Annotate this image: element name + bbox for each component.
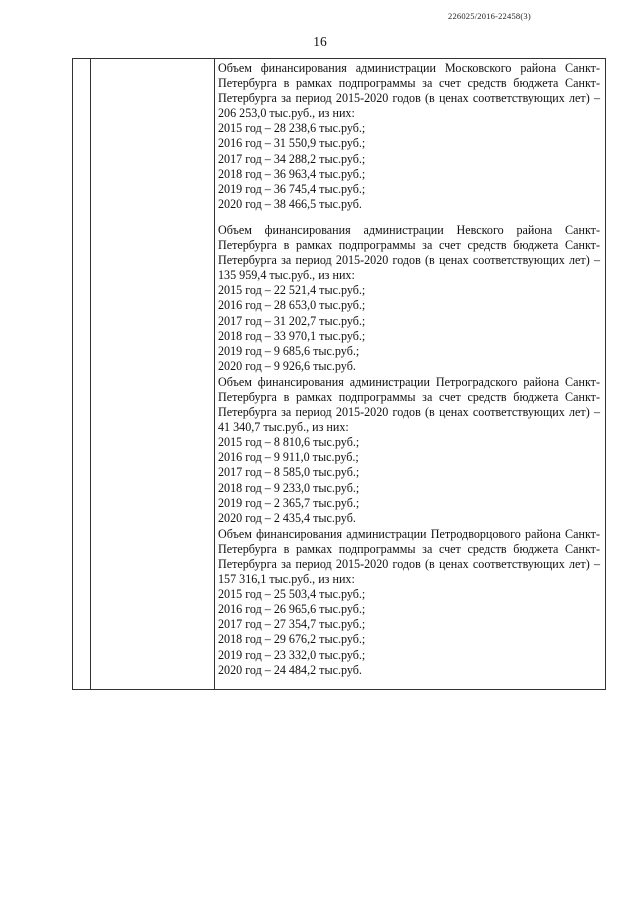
year-line: 2020 год – 2 435,4 тыс.руб. (218, 510, 356, 525)
year-line: 2016 год – 28 653,0 тыс.руб.; (218, 298, 366, 313)
year-line: 2018 год – 9 233,0 тыс.руб.; (218, 480, 360, 495)
funding-block-petrodvortsovy (218, 527, 600, 678)
year-line: 2015 год – 28 238,6 тыс.руб.; (218, 121, 366, 136)
funding-intro: Объем финансирования администрации Невского района Санкт-Петербурга в рамках подпрограммы за счет средств бюджета Санкт-Петербурга за период 2015-2020 годов (в ценах соответствующих лет) – 135 959,4 тыс.руб., из них: (218, 222, 600, 283)
year-line: 2016 год – 26 965,6 тыс.руб.; (218, 602, 366, 617)
year-line: 2017 год – 34 288,2 тыс.руб.; (218, 151, 366, 166)
table-cell-content (218, 61, 600, 678)
year-line: 2019 год – 23 332,0 тыс.руб.; (218, 647, 366, 662)
year-line: 2018 год – 29 676,2 тыс.руб.; (218, 632, 366, 647)
year-line: 2019 год – 36 745,4 тыс.руб.; (218, 181, 366, 196)
year-line: 2016 год – 31 550,9 тыс.руб.; (218, 136, 366, 151)
year-line: 2015 год – 25 503,4 тыс.руб.; (218, 587, 366, 602)
year-line: 2018 год – 33 970,1 тыс.руб.; (218, 328, 366, 343)
year-line: 2015 год – 22 521,4 тыс.руб.; (218, 283, 366, 298)
table-column-divider (90, 59, 91, 689)
block-spacer (218, 212, 600, 223)
year-line: 2020 год – 9 926,6 тыс.руб. (218, 358, 356, 373)
year-line: 2017 год – 27 354,7 тыс.руб.; (218, 617, 366, 632)
funding-intro: Объем финансирования администрации Петродворцового района Санкт-Петербурга в рамках подпрограммы за счет средств бюджета Санкт-Петербурга за период 2015-2020 годов (в ценах соответствующих лет) – 157 316,1 тыс.руб., из них: (218, 526, 600, 587)
page-number: 16 (313, 34, 327, 49)
document-number: 226025/2016-22458(3) (448, 11, 531, 21)
year-line: 2020 год – 38 466,5 тыс.руб. (218, 196, 362, 211)
year-line: 2020 год – 24 484,2 тыс.руб. (218, 662, 362, 677)
year-line: 2016 год – 9 911,0 тыс.руб.; (218, 450, 359, 465)
funding-intro: Объем финансирования администрации Московского района Санкт-Петербурга в рамках подпрограммы за счет средств бюджета Санкт-Петербурга за период 2015-2020 годов (в ценах соответствующих лет) – 206 253,0 тыс.руб., из них: (218, 61, 600, 121)
year-line: 2019 год – 2 365,7 тыс.руб.; (218, 495, 360, 510)
funding-block-nevsky (218, 223, 600, 374)
funding-intro: Объем финансирования администрации Петроградского района Санкт-Петербурга в рамках подпрограммы за счет средств бюджета Санкт-Петербурга за период 2015-2020 годов (в ценах соответствующих лет) – 41 340,7 тыс.руб., из них: (218, 374, 600, 435)
funding-block-petrogradsky (218, 375, 600, 526)
table-column-divider (214, 59, 215, 689)
year-line: 2015 год – 8 810,6 тыс.руб.; (218, 435, 360, 450)
year-line: 2019 год – 9 685,6 тыс.руб.; (218, 343, 360, 358)
table-frame (72, 58, 606, 690)
year-line: 2017 год – 31 202,7 тыс.руб.; (218, 313, 366, 328)
year-line: 2017 год – 8 585,0 тыс.руб.; (218, 465, 360, 480)
funding-block-moskovsky (218, 61, 600, 212)
year-line: 2018 год – 36 963,4 тыс.руб.; (218, 166, 366, 181)
